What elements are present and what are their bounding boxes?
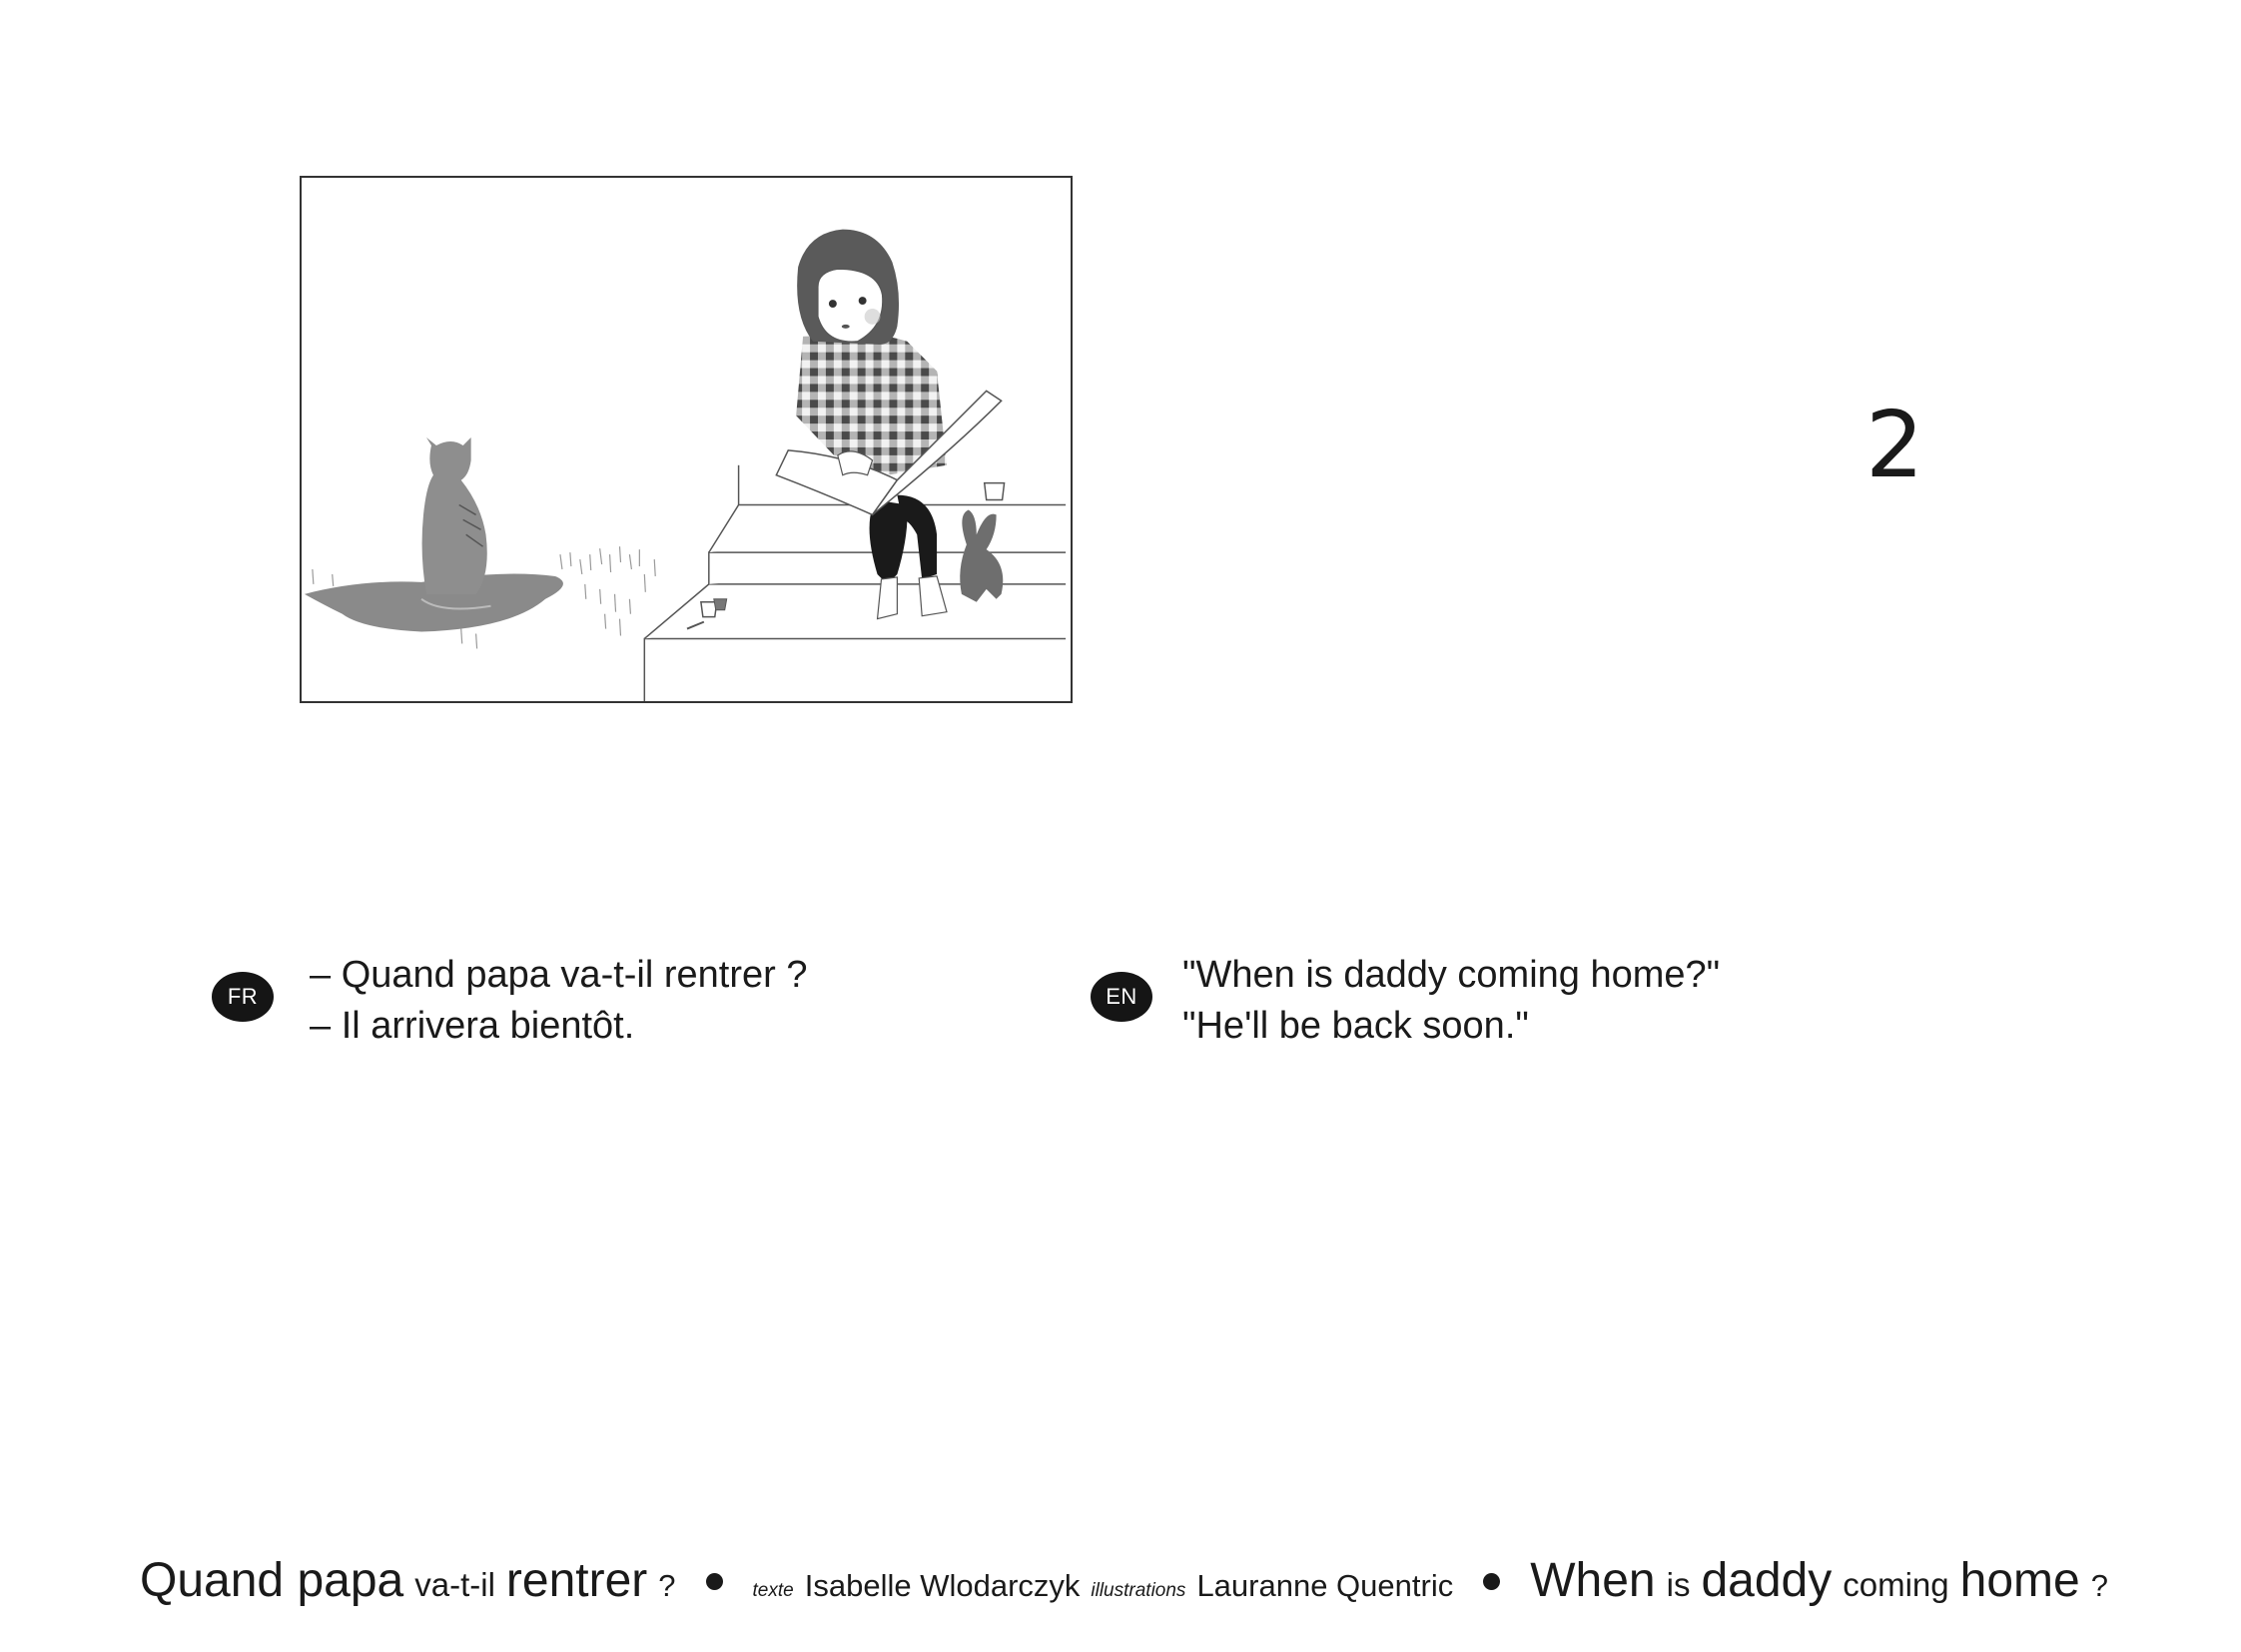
credit-illustrator: Lauranne Quentric [1196,1568,1454,1603]
footer-en-title-q: ? [2090,1568,2108,1603]
footer-fr-title-a: Quand papa [140,1554,404,1607]
credit-author: Isabelle Wlodarczyk [804,1568,1081,1603]
footer-fr-title-q: ? [658,1568,676,1603]
footer-fr-title-c: rentrer [505,1554,648,1607]
footer-en-title-e: home [1959,1554,2080,1607]
footer-en-title-d: coming [1843,1566,1949,1603]
english-text [1182,950,1720,1052]
illustration [300,176,1073,703]
footer-en-title-c: daddy [1701,1554,1833,1607]
credit-text-label: texte [752,1580,794,1601]
footer-fr-title-b: va-t-il [414,1566,495,1603]
french-line-1: – Quand papa va-t-il rentrer ? [310,954,808,996]
french-text [310,950,808,1052]
page-number: 2 [1866,392,1924,498]
bullet-dot-icon [1483,1573,1500,1590]
bullet-dot-icon [706,1573,723,1590]
french-line-2: – Il arrivera bientôt. [310,1005,635,1047]
footer-en-title-a: When [1530,1554,1656,1607]
english-line-1: "When is daddy coming home?" [1182,954,1721,996]
fr-language-badge: FR [212,972,274,1022]
credit-illustrations-label: illustrations [1091,1580,1186,1601]
girl-reading-book-with-cat-icon [302,178,1071,701]
en-language-badge: EN [1091,972,1152,1022]
english-line-2: "He'll be back soon." [1182,1005,1529,1047]
footer-title-credits [140,1553,2108,1608]
footer-en-title-b: is [1666,1566,1691,1603]
